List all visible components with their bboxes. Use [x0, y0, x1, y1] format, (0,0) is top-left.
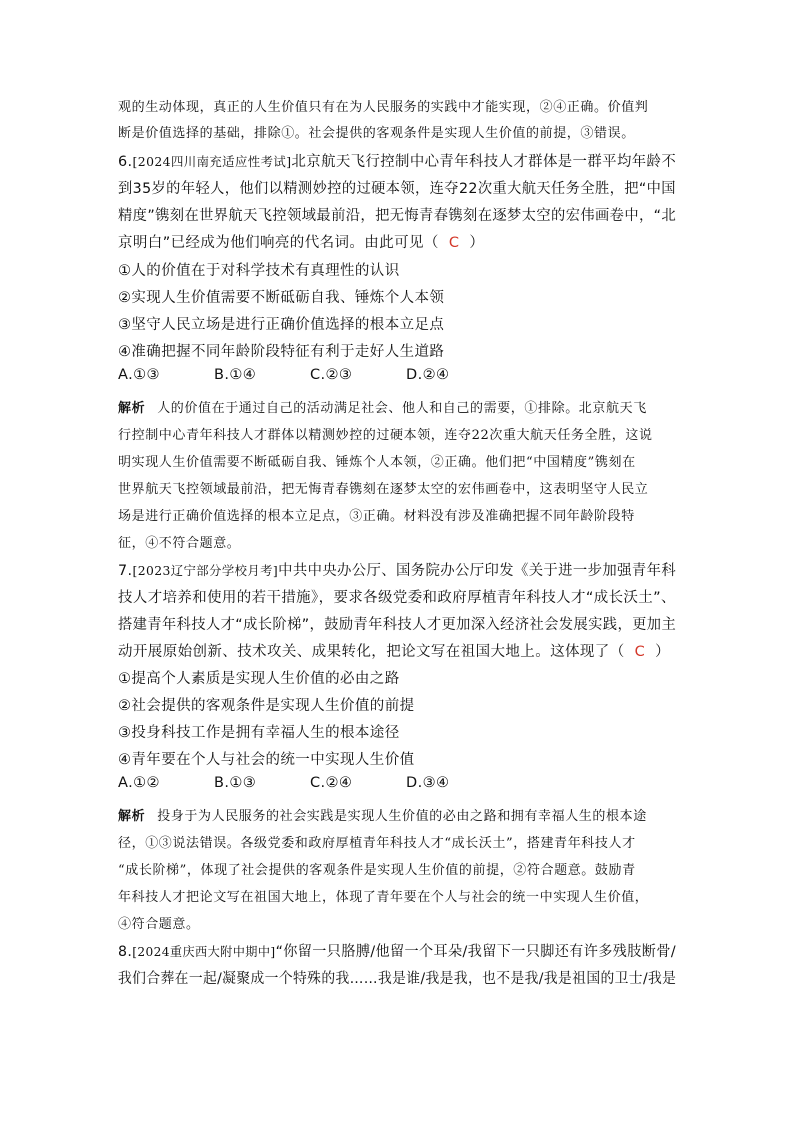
- question-text: 中共中央办公厅、国务院办公厅印发《关于进一步加强青年科: [278, 563, 677, 579]
- explanation-line: 征，④不符合题意。: [118, 536, 241, 551]
- question-text-line: 搭建青年科技人才“成长阶梯”，鼓励青年科技人才更加深入经济社会发展实践，更加主: [118, 617, 677, 633]
- explanation-label: 解析: [118, 809, 146, 824]
- question-text-line: 精度”镌刻在世界航天飞控领域最前沿，把无悔青春镌刻在逐梦太空的宏伟画卷中，“北: [118, 208, 677, 224]
- choices-row: [118, 775, 502, 791]
- question-number: 8.: [118, 944, 133, 960]
- question-text-line: 技人才培养和使用的若干措施》，要求各级党委和政府厚植青年科技人才“成长沃土”、: [118, 590, 676, 606]
- explanation-line: 场是进行正确价值选择的根本立足点，③正确。材料没有涉及准确把握不同年龄阶段特: [118, 509, 635, 524]
- question-source-tag: [2024重庆西大附中期中]: [132, 944, 276, 959]
- statement-1: ①人的价值在于对科学技术有真理性的认识: [118, 263, 400, 279]
- choice-c: C.②③: [310, 367, 353, 383]
- statement-3: ③坚守人民立场是进行正确价值选择的根本立足点: [118, 317, 445, 333]
- question-text: ）: [655, 644, 671, 660]
- explanation-label: 解析: [118, 401, 146, 416]
- statement-4: ④青年要在个人与社会的统一中实现人生价值: [118, 752, 415, 768]
- question-text: “你留一只胳膊/他留一个耳朵/我留下一只脚还有许多残肢断骨/: [275, 944, 676, 960]
- statement-4: ④准确把握不同年龄阶段特征有利于走好人生道路: [118, 344, 445, 360]
- question-text: 北京航天飞行控制中心青年科技人才群体是一群平均年龄不: [291, 154, 677, 170]
- explanation-line: [118, 397, 647, 416]
- explanation-text: 人的价值在于通过自己的活动满足社会、他人和自己的需要，①排除。北京航天飞: [157, 401, 647, 416]
- choice-d: D.③④: [406, 775, 450, 791]
- explanation-line: 明实现人生价值需要不断砥砺自我、锤炼个人本领，②正确。他们把“中国精度”镌刻在: [118, 455, 636, 470]
- question-6-stem: [118, 150, 676, 171]
- explanation-line: 断是价值选择的基础，排除①。社会提供的客观条件是实现人生价值的前提，③错误。: [118, 126, 635, 141]
- choices-row: [118, 367, 502, 383]
- question-source-tag: [2024四川南充适应性考试]: [132, 154, 292, 169]
- question-8-stem: [118, 940, 676, 961]
- question-text-line: 我们合葬在一起/凝聚成一个特殊的我……我是谁/我是我，也不是我/我是祖国的卫士/我是: [118, 971, 677, 987]
- explanation-line: ④符合题意。: [118, 917, 200, 932]
- explanation-line: 径，①③说法错误。各级党委和政府厚植青年科技人才“成长沃土”，搭建青年科技人才: [118, 836, 636, 851]
- statement-2: ②实现人生价值需要不断砥砺自我、锤炼个人本领: [118, 290, 445, 306]
- explanation-line: “成长阶梯”，体现了社会提供的客观条件是实现人生价值的前提，②符合题意。鼓励青: [118, 863, 636, 878]
- question-text-line: 到35岁的年轻人，他们以精测妙控的过硬本领，连夺22次重大航天任务全胜，把“中国: [118, 181, 676, 197]
- choice-b: B.①④: [214, 367, 257, 383]
- question-text: 动开展原始创新、技术攻关、成果转化，把论文写在祖国大地上。这体现了（: [118, 644, 625, 660]
- answer-letter: C: [448, 235, 460, 251]
- question-number: 6.: [118, 154, 133, 170]
- explanation-text: 投身于为人民服务的社会实践是实现人生价值的必由之路和拥有幸福人生的根本途: [157, 809, 647, 824]
- question-text-line: [118, 231, 484, 252]
- question-text-line: [118, 640, 670, 661]
- explanation-line: [118, 805, 647, 824]
- question-number: 7.: [118, 563, 133, 579]
- explanation-line: 世界航天飞控领域最前沿，把无悔青春镌刻在逐梦太空的宏伟画卷中，这表明坚守人民立: [118, 482, 649, 497]
- answer-letter: C: [634, 644, 646, 660]
- choice-d: D.②④: [406, 367, 450, 383]
- choice-a: A.①③: [118, 367, 160, 383]
- question-7-stem: [118, 559, 676, 580]
- statement-3: ③投身科技工作是拥有幸福人生的根本途径: [118, 725, 400, 741]
- choice-b: B.①③: [214, 775, 257, 791]
- statement-2: ②社会提供的客观条件是实现人生价值的前提: [118, 698, 415, 714]
- choice-a: A.①②: [118, 775, 160, 791]
- statement-1: ①提高个人素质是实现人生价值的必由之路: [118, 671, 400, 687]
- explanation-line: 年科技人才把论文写在祖国大地上，体现了青年要在个人与社会的统一中实现人生价值，: [118, 890, 649, 905]
- question-text: ）: [469, 235, 485, 251]
- question-text: 京明白”已经成为他们响亮的代名词。由此可见（: [118, 235, 439, 251]
- question-source-tag: [2023辽宁部分学校月考]: [132, 563, 279, 578]
- explanation-line: 观的生动体现，真正的人生价值只有在为人民服务的实践中才能实现，②④正确。价值判: [118, 100, 649, 115]
- choice-c: C.②④: [310, 775, 353, 791]
- explanation-line: 行控制中心青年科技人才群体以精测妙控的过硬本领，连夺22次重大航天任务全胜，这说: [118, 428, 653, 443]
